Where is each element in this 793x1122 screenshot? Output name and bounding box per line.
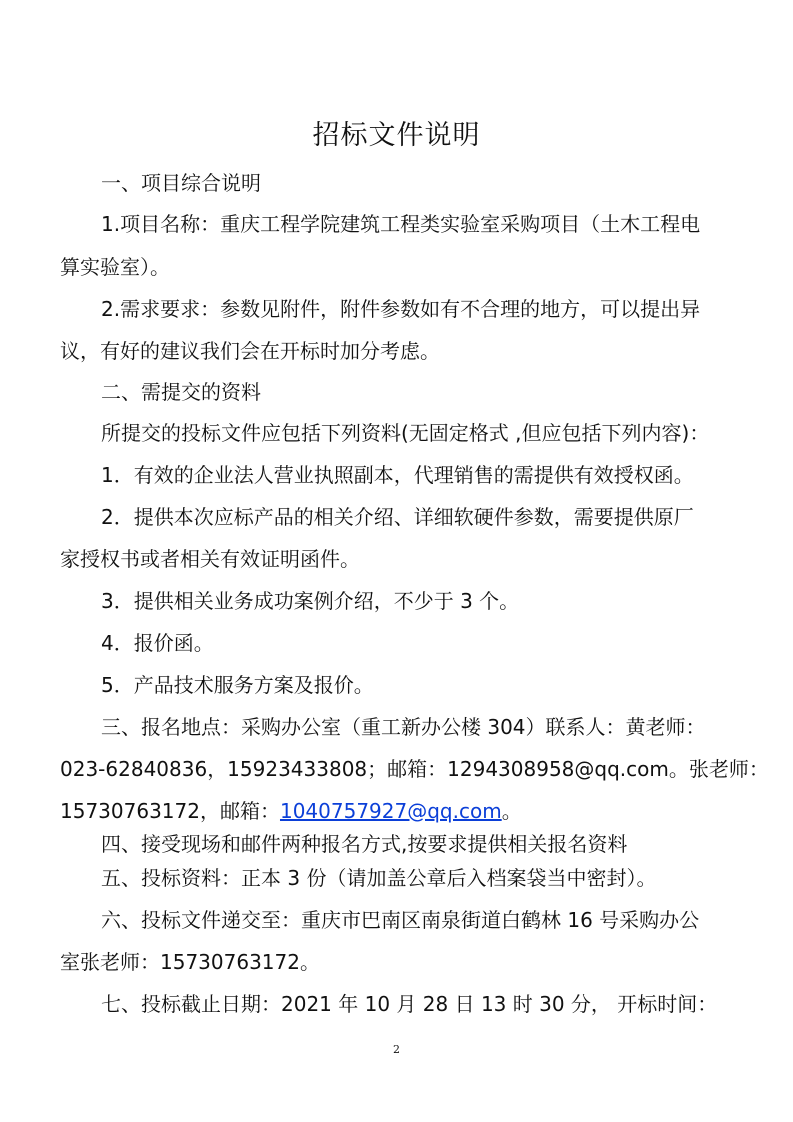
section-2-item-1: 1．有效的企业法人营业执照副本，代理销售的需提供有效授权函。 [101,463,694,487]
section-1-item-2-line-1: 2.需求要求：参数见附件，附件参数如有不合理的地方，可以提出异 [101,297,701,321]
section-2-intro: 所提交的投标文件应包括下列资料(无固定格式 ,但应包括下列内容)： [101,421,710,445]
email-link[interactable]: 1040757927@qq.com [279,799,502,823]
section-2-item-4: 4．报价函。 [101,631,214,655]
section-2-item-2-line-2: 家授权书或者相关有效证明函件。 [60,547,360,571]
page-number: 2 [393,1043,400,1056]
section-7-line-1: 七、投标截止日期：2021 年 10 月 28 日 13 时 30 分， 开标时间： [101,992,718,1016]
section-3-line-1: 三、报名地点：采购办公室（重工新办公楼 304）联系人：黄老师： [101,715,706,739]
section-2-heading: 二、需提交的资料 [101,380,261,404]
section-3-line-2: 023-62840836，15923433808；邮箱：1294308958@qq.com。张老师： [60,757,769,781]
section-3-line-3 [60,799,522,823]
section-5: 五、投标资料：正本 3 份（请加盖公章后入档案袋当中密封）。 [101,866,657,890]
contact-phone-text: 15730763172，邮箱： [60,799,280,823]
page-title: 招标文件说明 [312,120,481,151]
section-1-item-1-line-2: 算实验室）。 [60,255,170,279]
section-4: 四、接受现场和邮件两种报名方式,按要求提供相关报名资料 [101,832,628,856]
section-1-heading: 一、项目综合说明 [101,171,261,195]
section-2-item-5: 5．产品技术服务方案及报价。 [101,673,374,697]
section-2-item-2-line-1: 2．提供本次应标产品的相关介绍、详细软硬件参数，需要提供原厂 [101,505,694,529]
section-6-line-1: 六、投标文件递交至：重庆市巴南区南泉街道白鹤林 16 号采购办公 [101,908,700,932]
section-2-item-3: 3．提供相关业务成功案例介绍，不少于 3 个。 [101,589,520,613]
section-1-item-2-line-2: 议，有好的建议我们会在开标时加分考虑。 [60,339,440,363]
section-1-item-1-line-1: 1.项目名称：重庆工程学院建筑工程类实验室采购项目（土木工程电 [101,212,701,236]
line-end-punct: 。 [501,799,522,823]
section-6-line-2: 室张老师：15730763172。 [60,950,320,974]
